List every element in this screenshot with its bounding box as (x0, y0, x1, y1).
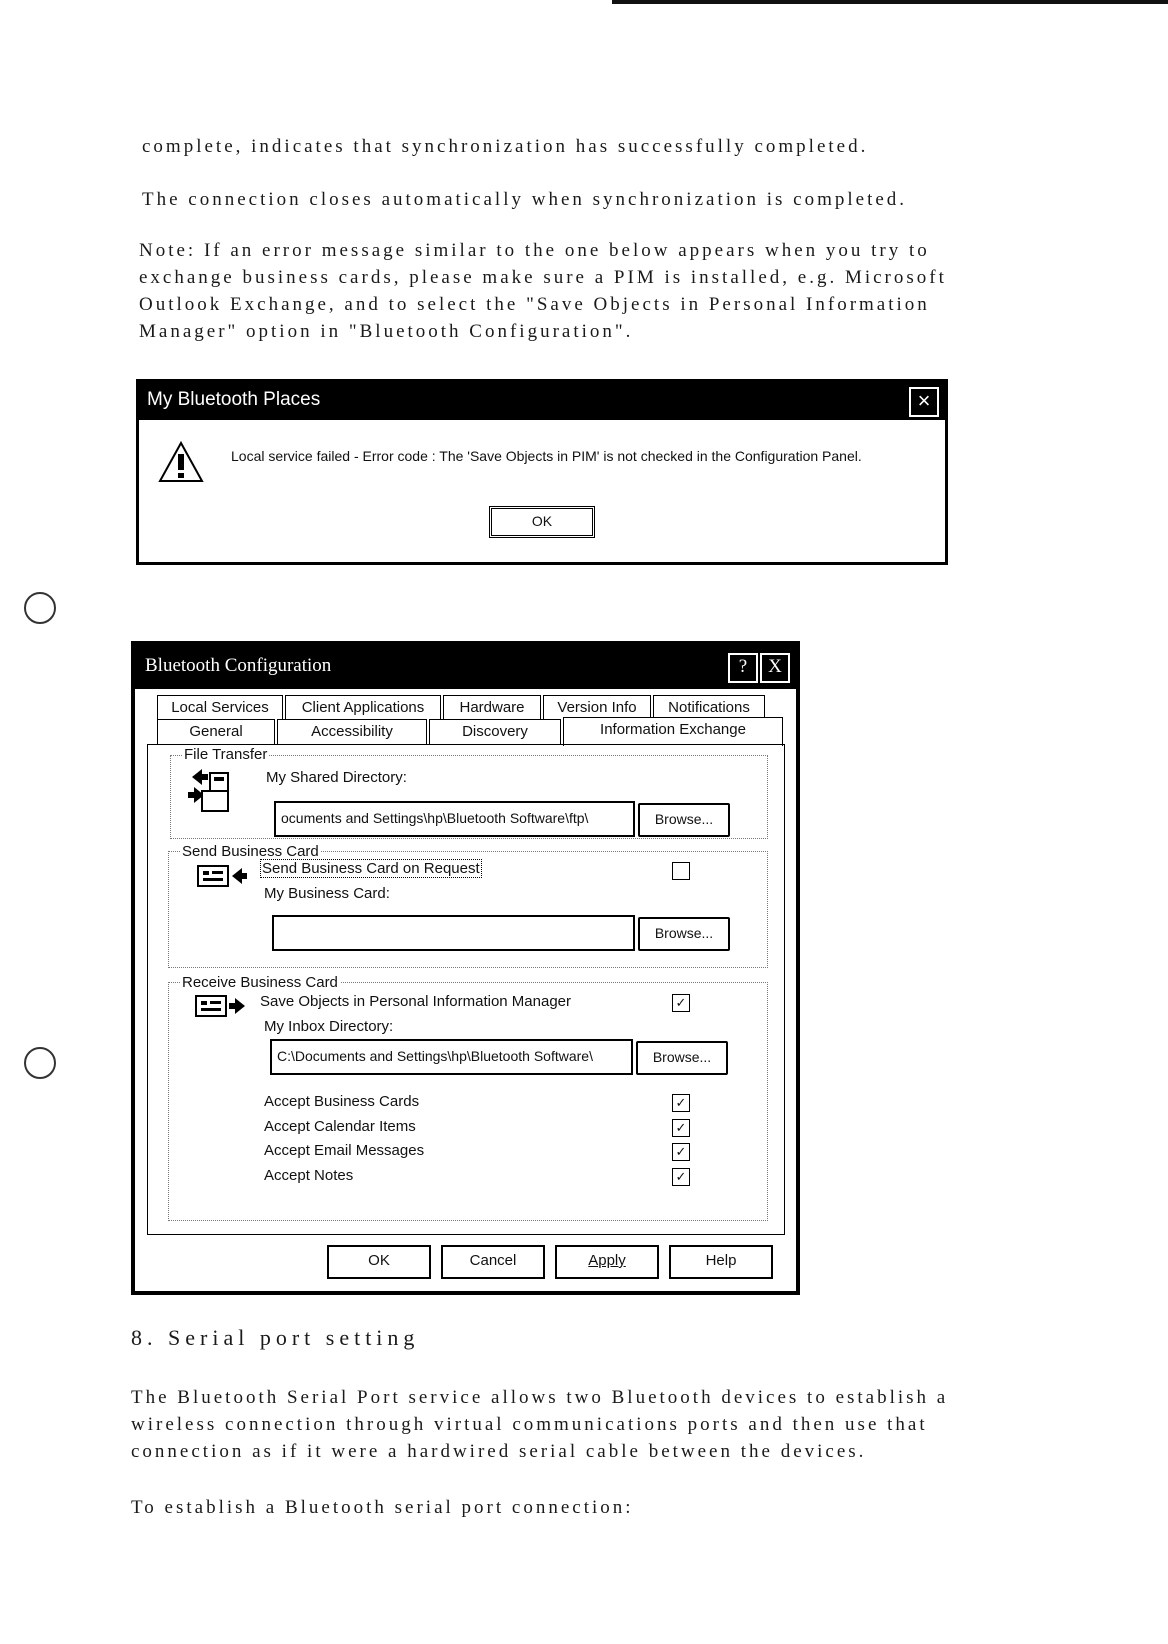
paragraph-sync-complete: complete, indicates that synchronization has successfully completed. (142, 136, 869, 157)
tab-accessibility[interactable]: Accessibility (277, 719, 427, 744)
punch-hole (24, 1047, 56, 1079)
receive-business-card-label: Receive Business Card (182, 974, 338, 991)
save-objects-pim-label: Save Objects in Personal Information Manager (260, 993, 571, 1010)
establish-connection-text: To establish a Bluetooth serial port connection: (131, 1497, 634, 1518)
accept-notes-label: Accept Notes (264, 1167, 354, 1184)
accept-calendar-items-checkbox[interactable]: ✓ (672, 1119, 690, 1137)
save-objects-pim-checkbox[interactable]: ✓ (672, 994, 690, 1012)
tab-discovery[interactable]: Discovery (429, 719, 561, 744)
config-dialog-title: Bluetooth Configuration (145, 655, 332, 676)
accept-email-messages-label: Accept Email Messages (264, 1142, 425, 1159)
browse-inbox-directory-button[interactable]: Browse... (636, 1041, 728, 1075)
section-heading: 8. Serial port setting (131, 1325, 420, 1350)
file-transfer-icon (188, 767, 232, 820)
punch-hole (24, 592, 56, 624)
tab-notifications[interactable]: Notifications (653, 695, 765, 720)
error-message: Local service failed - Error code : The 'Save Objects in PIM' is not checked in the Configuration Panel. (231, 448, 862, 464)
paragraph-connection-closes: The connection closes automatically when synchronization is completed. (142, 189, 908, 210)
cancel-button[interactable]: Cancel (441, 1245, 545, 1279)
my-business-card-field[interactable] (272, 915, 635, 951)
my-business-card-label: My Business Card: (264, 885, 390, 902)
accept-email-messages-checkbox[interactable]: ✓ (672, 1143, 690, 1161)
shared-directory-label: My Shared Directory: (266, 769, 407, 786)
tab-hardware[interactable]: Hardware (443, 695, 541, 720)
send-card-icon (196, 863, 248, 894)
accept-calendar-items-label: Accept Calendar Items (264, 1118, 416, 1135)
tab-local-services[interactable]: Local Services (157, 695, 283, 720)
serial-paragraph-line-2: wireless connection through virtual communications ports and then use that (131, 1414, 928, 1435)
ok-button[interactable]: OK (327, 1245, 431, 1279)
apply-button[interactable]: Apply (555, 1245, 659, 1279)
tab-version-info[interactable]: Version Info (543, 695, 651, 720)
tab-general[interactable]: General (157, 719, 275, 744)
inbox-directory-field[interactable]: C:\Documents and Settings\hp\Bluetooth Software\ (270, 1039, 633, 1075)
information-exchange-panel (147, 744, 785, 1235)
note-line-3: Outlook Exchange, and to select the "Save Objects in Personal Information (139, 294, 930, 315)
browse-business-card-button[interactable]: Browse... (638, 917, 730, 951)
send-on-request-label[interactable]: Send Business Card on Request (262, 860, 480, 877)
top-rule (612, 0, 1168, 4)
error-dialog (136, 379, 948, 565)
config-dialog-titlebar (135, 645, 796, 689)
tab-client-applications[interactable]: Client Applications (285, 695, 441, 720)
browse-shared-directory-button[interactable]: Browse... (638, 803, 730, 837)
bluetooth-configuration-dialog (131, 641, 800, 1295)
accept-business-cards-checkbox[interactable]: ✓ (672, 1094, 690, 1112)
file-transfer-label: File Transfer (184, 746, 268, 763)
serial-paragraph-line-1: The Bluetooth Serial Port service allows two Bluetooth devices to establish a (131, 1387, 949, 1408)
close-icon[interactable]: X (760, 653, 790, 683)
error-dialog-titlebar (139, 382, 945, 420)
tab-information-exchange[interactable]: Information Exchange (563, 717, 783, 746)
receive-card-icon (194, 993, 246, 1024)
ok-button[interactable]: OK (489, 506, 595, 538)
error-dialog-title: My Bluetooth Places (147, 389, 321, 410)
shared-directory-field[interactable]: ocuments and Settings\hp\Bluetooth Software\ftp\ (274, 801, 635, 837)
help-button[interactable]: Help (669, 1245, 773, 1279)
send-on-request-checkbox[interactable] (672, 862, 690, 880)
note-line-4: Manager" option in "Bluetooth Configuration". (139, 321, 634, 342)
send-business-card-label: Send Business Card (182, 843, 319, 860)
note-line-1: Note: If an error message similar to the one below appears when you try to (139, 240, 930, 261)
serial-paragraph-line-3: connection as if it were a hardwired serial cable between the devices. (131, 1441, 867, 1462)
note-line-2: exchange business cards, please make sure a PIM is installed, e.g. Microsoft (139, 267, 947, 288)
help-icon[interactable]: ? (728, 653, 758, 683)
close-icon[interactable]: × (909, 387, 939, 417)
accept-business-cards-label: Accept Business Cards (264, 1093, 420, 1110)
accept-notes-checkbox[interactable]: ✓ (672, 1168, 690, 1186)
my-inbox-directory-label: My Inbox Directory: (264, 1018, 394, 1035)
warning-icon (157, 440, 205, 489)
